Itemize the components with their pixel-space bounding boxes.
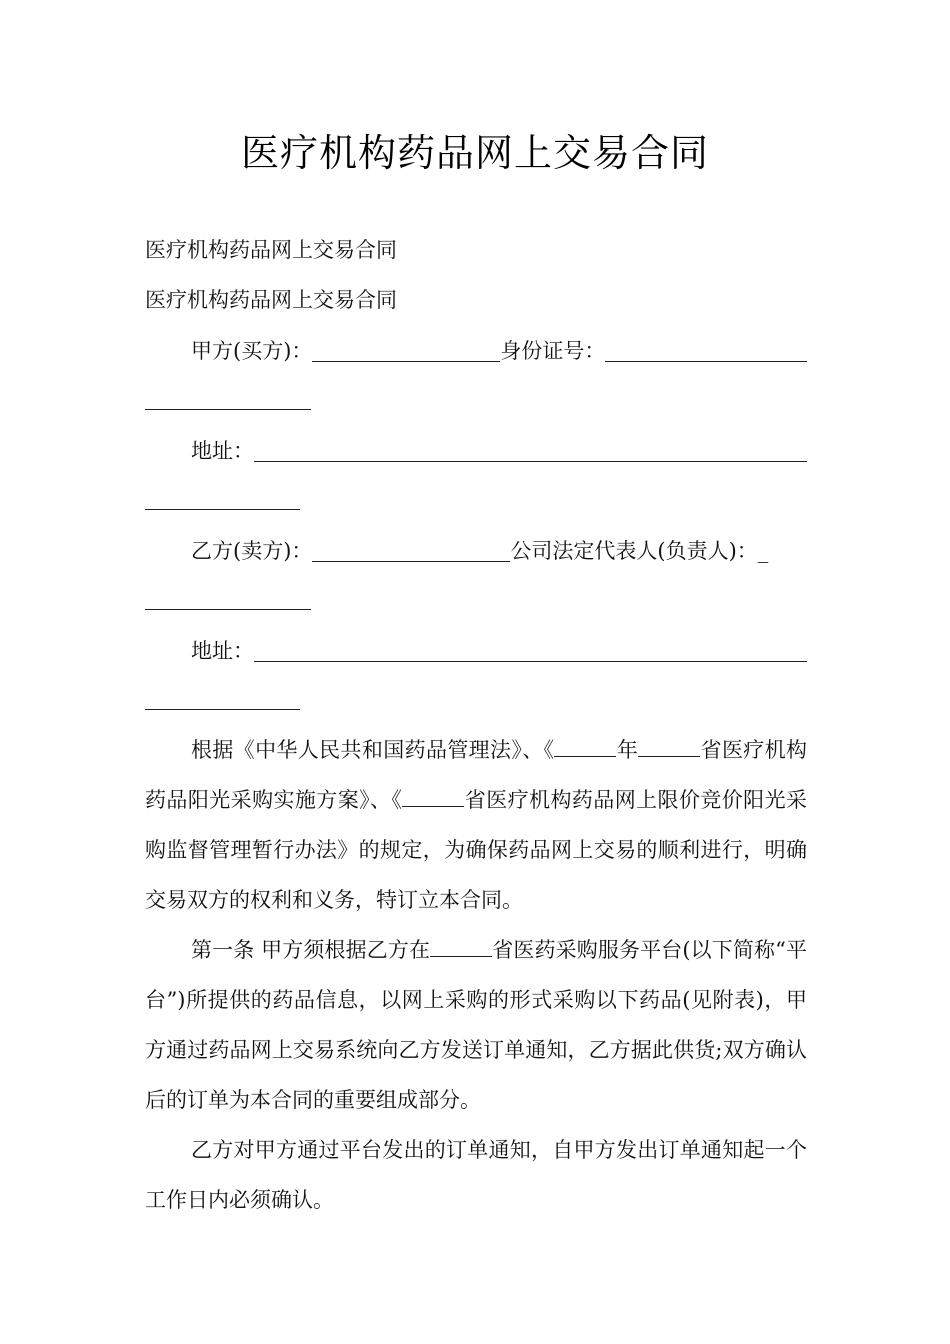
party-a-address-label: 地址： — [191, 439, 254, 463]
basis-paragraph — [145, 725, 807, 925]
year-blank — [554, 734, 616, 757]
party-a-row — [191, 336, 807, 366]
article-1-paragraph — [145, 925, 807, 1125]
confirmation-paragraph: 乙方对甲方通过平台发出的订单通知，自甲方发出订单通知起一个工作日内必须确认。 — [145, 1138, 807, 1212]
article-1-text-1: 第一条 甲方须根据乙方在 — [191, 938, 431, 962]
basis-text-3: 省医疗机构药品阳光采购实施方案》、《 — [145, 738, 808, 812]
party-a-address-blank-continued — [145, 509, 300, 510]
party-b-row — [191, 536, 807, 566]
article-1-text-2: 省医药采购服务平台(以下简称“平台”)所提供的药品信息，以网上采购的形式采购以下药品(见附表)，甲方通过药品网上交易系统向乙方发送订单通知，乙方据此供货;双方确认后的订单为本合同的重要组成部分。 — [145, 938, 807, 1112]
party-b-blank — [312, 539, 510, 562]
party-a-address-row — [191, 436, 807, 466]
legal-rep-label: 公司法定代表人(负责人)：_ — [510, 539, 769, 563]
subtitle-line-2: 医疗机构药品网上交易合同 — [145, 288, 397, 312]
party-b-label: 乙方(卖方)： — [191, 539, 313, 563]
basis-text-4: 省医疗机构药品网上限价竞价阳光采购监督管理暂行办法》的规定，为确保药品网上交易的顺利进行，明确交易双方的权利和义务，特订立本合同。 — [145, 788, 808, 912]
subtitle-line-1: 医疗机构药品网上交易合同 — [145, 238, 397, 262]
party-b-address-label: 地址： — [191, 639, 254, 663]
party-b-address-blank — [254, 639, 807, 662]
province-blank-2 — [402, 784, 464, 807]
id-number-blank-continued — [145, 409, 311, 410]
id-number-blank — [605, 339, 807, 362]
party-a-address-blank — [254, 439, 807, 462]
basis-text-1: 根据《中华人民共和国药品管理法》、《 — [191, 738, 555, 762]
id-number-label: 身份证号： — [500, 339, 606, 363]
province-blank-3 — [430, 934, 492, 957]
party-b-address-row — [191, 636, 807, 666]
legal-rep-blank-continued — [145, 609, 311, 610]
party-a-label: 甲方(买方)： — [191, 339, 313, 363]
basis-text-2: 年 — [616, 738, 639, 762]
party-b-address-blank-continued — [145, 709, 300, 710]
page-title: 医疗机构药品网上交易合同 — [240, 131, 709, 175]
party-a-blank — [312, 339, 500, 362]
province-blank-1 — [638, 734, 700, 757]
